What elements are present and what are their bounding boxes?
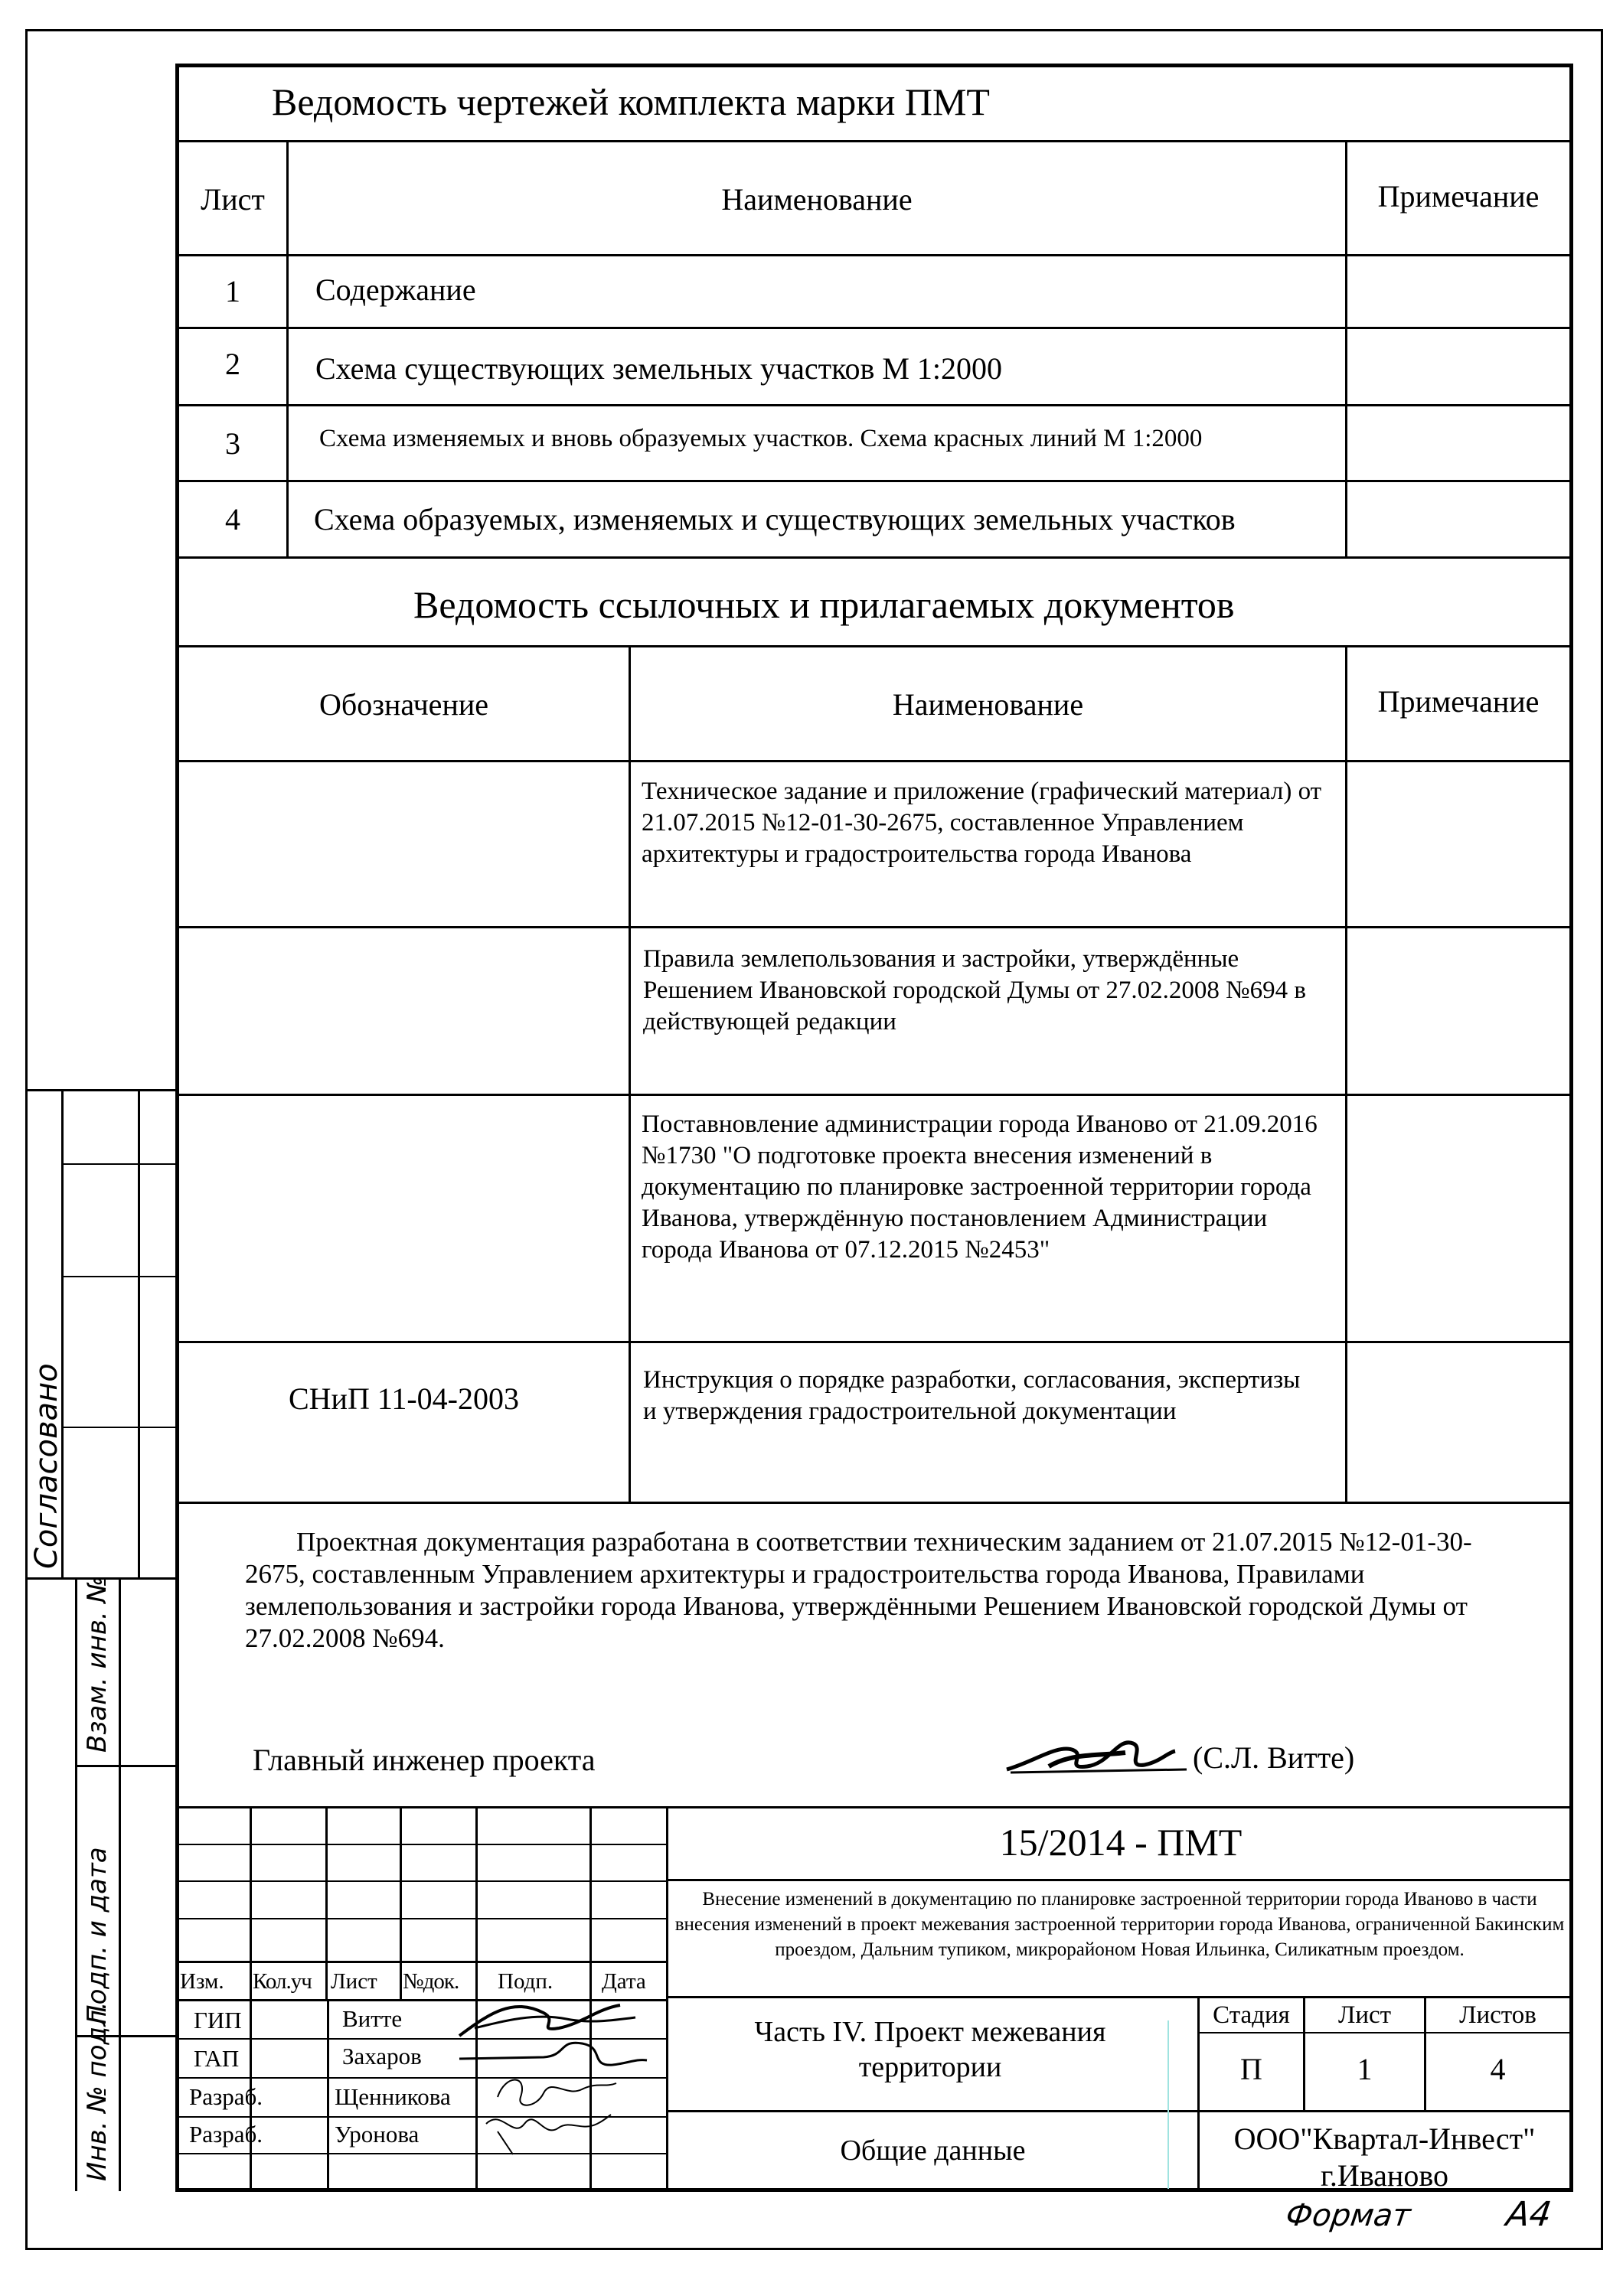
staff-role: ГАП <box>194 2045 240 2072</box>
ref-doc-name: Инструкция о порядке разработки, согласования, экспертизы и утверждения градостроительной документации <box>643 1366 1301 1425</box>
sheet-table-line <box>175 556 1573 559</box>
outer-frame-right <box>1601 29 1603 2250</box>
header-podp: Подп. <box>498 1969 554 1994</box>
header-list: Лист <box>331 1969 377 1994</box>
header-izm: Изм. <box>180 1969 224 1994</box>
stamp-line <box>666 1879 1573 1881</box>
inner-frame-right <box>1569 64 1573 2192</box>
inner-frame-top <box>175 64 1573 67</box>
sheet-row-number: 2 <box>225 347 240 381</box>
stamp-line <box>666 1996 1573 1998</box>
ref-doc-designation: СНиП 11-04-2003 <box>288 1381 519 1416</box>
ref-doc-name: Техническое задание и приложение (графический материал) от 21.07.2015 №12-01-30-2675, составленное Управлением архитектуры и градостроительства города Иванова <box>642 778 1322 868</box>
sheet-row-name: Схема существующих земельных участков М 1:2000 <box>315 351 1003 386</box>
refs-col-header-designation: Обозначение <box>318 687 489 722</box>
side-strip-line <box>61 1276 178 1277</box>
lists-label: Листов <box>1459 2001 1536 2029</box>
side-strip-line <box>75 1765 178 1767</box>
sheet-table-line <box>175 327 1573 329</box>
sheet-row-name: Содержание <box>315 272 476 307</box>
stamp-grid-column <box>327 2001 329 2189</box>
refs-table-line <box>175 1341 1573 1343</box>
header-kol: Кол.уч <box>253 1969 312 1994</box>
format-value: А4 <box>1504 2195 1554 2234</box>
sheet-table-line <box>175 254 1573 256</box>
side-label-agreed: Согласовано <box>29 1363 64 1569</box>
inner-frame-left <box>175 64 179 2192</box>
organization-name: ООО"Квартал-Инвест" <box>1233 2122 1536 2156</box>
part-title: Часть IV. Проект межевания территории <box>754 2016 1106 2083</box>
chief-engineer-label: Главный инженер проекта <box>253 1743 596 1777</box>
side-strip-line <box>25 1089 178 1091</box>
side-strip-line <box>61 1163 178 1165</box>
side-label-sign-date: Подп. и дата <box>82 1847 113 2024</box>
sheet-title: Общие данные <box>840 2135 1026 2167</box>
chief-engineer-signature <box>1003 1722 1194 1783</box>
refs-title: Ведомость ссылочных и прилагаемых документов <box>413 583 1235 626</box>
header-data: Дата <box>602 1969 646 1994</box>
refs-table-line <box>175 926 1573 928</box>
staff-role: Разраб. <box>189 2083 263 2110</box>
side-strip-column <box>75 1577 77 2191</box>
side-label-orig-inv: Инв. № подл. <box>82 2001 113 2181</box>
header-ndok: №док. <box>403 1969 459 1994</box>
ref-doc-name: Правила землепользования и застройки, утверждённые Решением Ивановской городской Думы от 27.02.2008 №694 в действующей редакции <box>643 945 1306 1035</box>
sheet-row-number: 1 <box>225 274 240 308</box>
staff-name: Уронова <box>335 2121 420 2148</box>
side-strip-line <box>61 1427 178 1428</box>
chief-engineer-name: (С.Л. Витте) <box>1193 1740 1355 1775</box>
sheet-row-name: Схема изменяемых и вновь образуемых участков. Схема красных линий М 1:2000 <box>319 425 1203 452</box>
stage-label: Стадия <box>1213 2001 1290 2029</box>
outer-frame-left <box>25 29 28 2250</box>
side-strip-column <box>119 1577 121 2191</box>
refs-col-header-note: Примечание <box>1377 684 1540 719</box>
outer-frame-bottom <box>25 2248 1603 2250</box>
guide-line <box>1167 2020 1169 2189</box>
project-description: Внесение изменений в документацию по планировке застроенной территории города Иваново в части внесения изменений в проект межевания застроенной территории города Иванова, ограниченной Бакинским проездом, Дальним тупиком, микрорайоном Новая Ильинка, Силикатным проездом. <box>674 1889 1565 1960</box>
staff-name: Щенникова <box>335 2083 451 2110</box>
sheet-table-line <box>175 140 1573 142</box>
sheet-col-header-note: Примечание <box>1377 179 1540 214</box>
staff-role: Разраб. <box>189 2121 263 2148</box>
staff-name: Захаров <box>342 2043 422 2069</box>
sheet-table-line <box>175 480 1573 482</box>
statement-text: Проектная документация разработана в соответствии техническим заданием от 21.07.2015 №12-01-30-2675, составленным Управлением архитектуры и градостроительства города Иванова, Правилами землепользования и застройки города Иванова, утверждёнными Решением Ивановской городской Думы от 27.02.2008 №694. <box>245 1527 1472 1653</box>
staff-name: Витте <box>342 2005 403 2032</box>
drawing-code: 15/2014 - ПМТ <box>999 1821 1243 1864</box>
sheet-col-header-number: Лист <box>201 182 265 217</box>
organization-city: г.Иваново <box>1321 2158 1448 2193</box>
refs-table-line <box>175 1094 1573 1096</box>
stamp-line <box>1200 2032 1573 2033</box>
sheet-row-number: 4 <box>225 502 240 536</box>
stage-value: П <box>1240 2052 1262 2086</box>
sheet-row-name: Схема образуемых, изменяемых и существующих земельных участков <box>314 502 1236 536</box>
refs-table-line <box>175 760 1573 762</box>
stamp-grid-column <box>400 1806 402 2001</box>
ref-doc-name: Поставновление администрации города Иваново от 21.09.2016 №1730 "О подготовке проекта внесения изменений в документацию по планировке застроенной территории города Иванова, утверждённую постановлением Администрации города Иванова от 07.12.2015 №2453" <box>642 1110 1318 1264</box>
format-label: Формат <box>1283 2198 1413 2233</box>
list-value: 1 <box>1357 2052 1373 2086</box>
refs-col-header-name: Наименование <box>892 687 1084 722</box>
refs-table-col-divider <box>629 645 631 1504</box>
list-label: Лист <box>1337 2001 1392 2029</box>
sheet-row-number: 3 <box>225 426 240 461</box>
sheet-col-header-name: Наименование <box>721 182 913 217</box>
side-strip-column <box>138 1089 140 1580</box>
sheet-table-line <box>175 404 1573 406</box>
side-label-replaced-inv: Взам. инв. № <box>82 1576 113 1753</box>
outer-frame-top <box>25 29 1603 31</box>
stamp-line <box>666 2110 1573 2112</box>
lists-value: 4 <box>1490 2052 1506 2086</box>
signature-developer-2 <box>482 2101 612 2158</box>
staff-role: ГИП <box>194 2007 242 2033</box>
stamp-grid-column <box>325 1806 328 2001</box>
stamp-top-line <box>175 1806 1573 1808</box>
sheet-list-title: Ведомость чертежей комплекта марки ПМТ <box>272 80 990 123</box>
refs-table-col-divider <box>1345 645 1347 1504</box>
refs-table-line <box>175 645 1573 647</box>
refs-table-line <box>175 1502 1573 1504</box>
